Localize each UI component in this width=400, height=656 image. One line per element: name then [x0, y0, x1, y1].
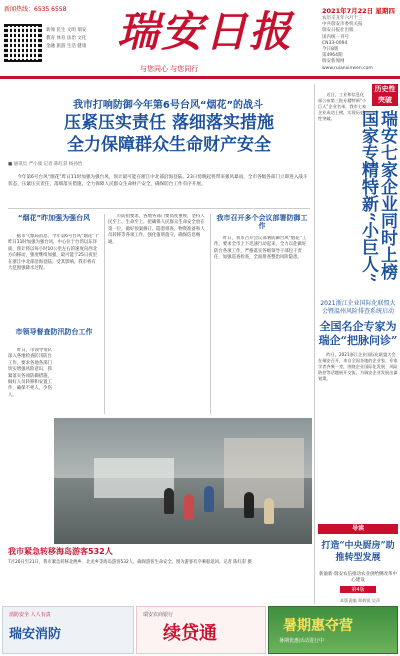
guide-subtitle: 新渝新·瑞安农信推动农业供给侧改革中心建设 — [319, 572, 397, 583]
section-line-1: 新闻 民生 文明 瑞安 — [46, 28, 87, 33]
info-line: 第4964期 — [322, 53, 343, 59]
issue-info — [322, 16, 396, 72]
ad-subtitle: 暑期优惠活动进行中 — [279, 638, 325, 644]
col3-subhead: 我市召开多个会议部署防御工作 — [216, 214, 308, 230]
info-line: 国内统一刊号 — [322, 34, 349, 40]
ad-title: 瑞安消防 — [9, 627, 62, 642]
col1-subhead: “烟花”昨加强为强台风 — [17, 214, 91, 222]
byline: ■ 通讯员 严小康 记者 陈红彩 杨孙怡 — [8, 162, 83, 167]
right-body-2: 昨日，2021浙江企业国际化联盟大会在瑞安召开，来自全国各地的企业家、专家学者齐聚一堂，围绕企业国际化发展、风险防控等话题展开交流，为瑞安企业发展出谋划策。 — [318, 352, 398, 381]
ad-title: 续贷通 — [163, 623, 217, 644]
right-headline-2: 全国名企专家为瑞企“把脉问诊” — [318, 320, 398, 347]
main-kicker: 我市打响防御今年第6号台风“烟花”的战斗 — [72, 100, 264, 111]
hotline: 新闻热线：6535 6558 — [4, 6, 67, 13]
column-rule — [104, 214, 105, 414]
headline-line-2: 全力保障群众生命财产安全 — [67, 135, 271, 155]
info-line: CN33-0094 — [322, 40, 348, 46]
section-line-3: 金融 旅游 生活 健康 — [46, 44, 87, 49]
ad-subtitle: 消防安全 人人有责 — [9, 612, 51, 618]
info-line: www.ruianxinwen.com — [322, 65, 373, 71]
news-photo — [54, 418, 312, 544]
masthead-divider — [0, 76, 400, 79]
headline-line-1: 压紧压实责任 落细落实措施 — [64, 113, 274, 133]
lead-paragraph: 今年第6号台风“烟花”昨日11时加强为强台风，预计最可能在浙江中北部沿海登陆。23日傍晚起将带来强风暴雨，全市各级各部门立即进入战斗状态，压紧压实责任，落细落实措施，全力保障人民群众生命财产安全，确保防台工作有序开展。 — [8, 175, 308, 187]
right-note: 近日，工业和信息化部公布第三批专精特新“小巨人”企业名单，我市七家企业成功上榜，实现历史性突破。 — [318, 92, 367, 121]
column-rule — [210, 214, 211, 414]
right-kicker-2: 2021浙江企业国际化联盟大会暨温州风险排查系统启动 — [320, 300, 396, 315]
right-tag: 历史性突破 — [372, 84, 398, 106]
ad-subtitle: 瑞安农商银行 — [143, 612, 174, 618]
col1-text: 据市气象局消息，今年第6号台风“烟花”于昨日11时加强为强台风，中心位于台湾以东洋面，预计将以每小时10公里左右的速度向西北方向移动，强度继续加强，最可能于25日夜里在浙江中北部沿海登陆。受其影响，我市将有大范围强降水过程。 — [8, 234, 99, 272]
info-line: 今日8版 — [322, 47, 339, 53]
ad-loan[interactable] — [136, 606, 266, 654]
masthead-title: 瑞安日报 — [116, 7, 293, 56]
guide-headline[interactable]: 打造“中央厨房”助推转型发展 — [321, 541, 395, 563]
guide-label: 导读 — [318, 524, 398, 534]
right-column-rule — [314, 84, 315, 604]
info-line: 瑞安日报社出版 — [322, 28, 354, 34]
masthead-slogan: 与您同心 与您同行 — [140, 65, 199, 73]
issue-date: 2021年7月22日 星期四 — [322, 7, 395, 15]
ad-summer[interactable] — [268, 606, 398, 654]
col2-text: 市防指要求，各地各部门要高度重视，坚持人民至上、生命至上，把确保人民群众生命安全放在第一位，做好预案修订、隐患排查、物资准备和人员转移等各项工作，强化值班值守，确保信息畅通。 — [108, 214, 205, 245]
qr-code-overlay — [4, 24, 42, 62]
section-line-2: 教育 体育 法治 文化 — [46, 36, 87, 41]
col3-text: 昨日，我市召开会议部署防御台风“烟花”工作，要求全市上下迅速行动起来，全力以赴做好防台各项工作，严格落实各级领导干部包干责任，加强巡查检查，全面排查整治风险隐患。 — [214, 236, 307, 261]
editor-credit: 本版责编 郑炳锐 吴萍 — [339, 598, 381, 603]
photo-caption-text: 7月20日至21日，我市紧急转移北麂乡、北龙乡等海岛游客532人，确保游客生命安全。图为游客有序乘船返回。记者 陈红彩 摄 — [8, 560, 252, 565]
info-line: 中共瑞安市委机关报 — [322, 22, 363, 28]
info-line: 农历辛丑年六月十三 — [322, 16, 363, 21]
ad-fire-safety[interactable] — [2, 606, 134, 654]
right-headline: 瑞安七家企业同时上榜国家专精特新“小巨人” — [358, 110, 397, 283]
col1-subhead-2: 市领导督查防汛防台工作 — [15, 328, 93, 336]
main-headline — [24, 112, 314, 156]
ad-title: 暑期惠夺营 — [283, 618, 353, 634]
divider — [8, 208, 310, 209]
info-line: 瑞安新闻网 — [322, 59, 345, 65]
guide-page[interactable]: 第4版 — [340, 586, 376, 593]
photo-caption: 我市紧急转移海岛游客532人 — [8, 547, 113, 556]
col1-text-2: 昨日，市领导带队深入各地检查防汛防台工作，要求各地各部门切实增强风险意识，抓紧落实各项防御措施，做好人员转移和安置工作，确保不死人、少伤人。 — [8, 348, 52, 398]
